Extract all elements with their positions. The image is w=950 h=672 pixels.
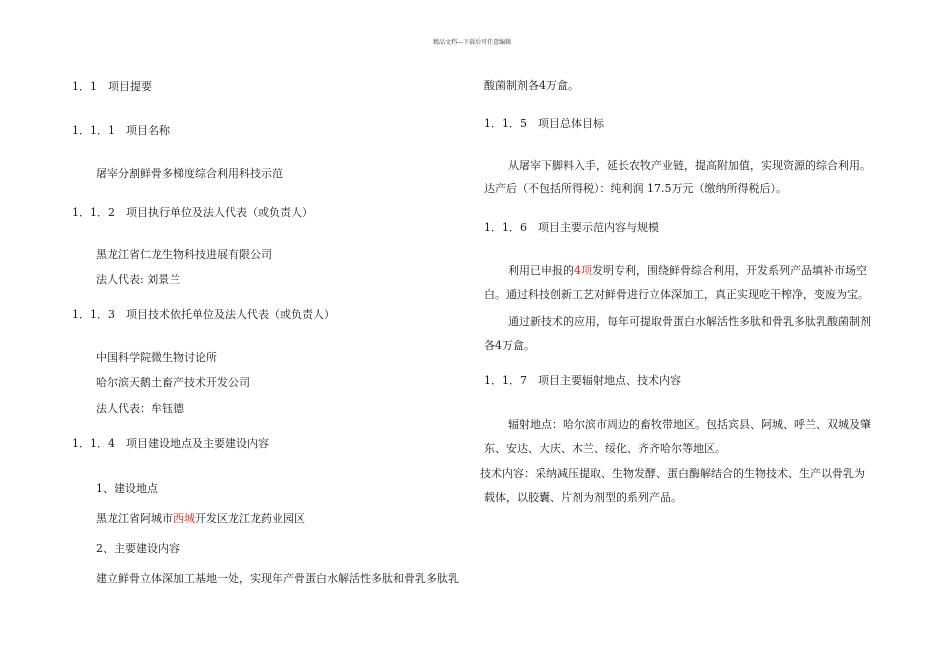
- tech-content-line-2: 载体，以胶囊、片剂为剂型的系列产品。: [484, 491, 682, 504]
- demo-line-1: [508, 264, 867, 278]
- site-pre: 黑龙江省阿城市: [96, 512, 173, 525]
- goal-line-2: 达产后（不包括所得税）：纯利润 17.5万元（缴纳所得税后）。: [484, 182, 787, 195]
- content-label: 2、主要建设内容: [96, 542, 180, 555]
- heading-1-1: 1．1 项目提要: [72, 80, 152, 93]
- site-label: 1、建设地点: [96, 482, 158, 495]
- demo-line-3: 通过新技术的应用，每年可提取骨蛋白水解活性多肽和骨乳多肽乳酸菌制剂: [508, 315, 871, 328]
- heading-1-1-4: 1．1．4 项目建设地点及主要建设内容: [72, 437, 269, 450]
- site-highlight: 西城: [173, 512, 195, 525]
- heading-1-1-5: 1．1．5 项目总体目标: [484, 117, 604, 130]
- goal-line-1: 从屠宰下脚料入手，延长农牧产业链，提高附加值，实现资源的综合利用。: [508, 159, 871, 172]
- tech-unit-1: 中国科学院微生物讨论所: [96, 351, 217, 364]
- demo-highlight: 4项: [574, 264, 592, 277]
- page-header: 精品文档---下载后可任意编辑: [433, 39, 512, 46]
- heading-1-1-2: 1．1．2 项目执行单位及法人代表（或负责人）: [72, 206, 313, 219]
- demo-line-4: 各4万盒。: [484, 339, 535, 352]
- content-line: 建立鲜骨立体深加工基地一处，实现年产骨蛋白水解活性多肽和骨乳多肽乳: [96, 572, 459, 585]
- project-name: 屠宰分割鲜骨多梯度综合利用科技示范: [96, 167, 283, 180]
- heading-1-1-1: 1．1．1 项目名称: [72, 124, 170, 137]
- exec-rep: 法人代表: 刘景兰: [96, 273, 181, 286]
- heading-1-1-3: 1．1．3 项目技术依托单位及法人代表（或负责人）: [72, 308, 335, 321]
- heading-1-1-7: 1．1．7 项目主要辐射地点、技术内容: [484, 374, 681, 387]
- demo-pre: 利用已申报的: [508, 264, 574, 277]
- radiation-line-2: 东、安达、大庆、木兰、绥化、齐齐哈尔等地区。: [484, 442, 726, 455]
- tech-unit-2: 哈尔滨天鹅土畜产技术开发公司: [96, 376, 250, 389]
- radiation-line-1: 辐射地点：哈尔滨市周边的畜牧带地区。包括宾县、阿城、呼兰、双城及肇: [508, 418, 871, 431]
- heading-1-1-6: 1．1．6 项目主要示范内容与规模: [484, 221, 659, 234]
- tech-rep: 法人代表：牟钰德: [96, 402, 184, 415]
- demo-line-2: 白。通过科技创新工艺对鲜骨进行立体深加工，真正实现吃干榨净，变废为宝。: [484, 288, 869, 301]
- demo-post: 发明专利，围绕鲜骨综合利用，开发系列产品填补市场空: [592, 264, 867, 277]
- exec-unit: 黑龙江省仁龙生物科技进展有限公司: [96, 248, 272, 261]
- content-continued: 酸菌制剂各4万盒。: [484, 79, 579, 92]
- site-post: 开发区龙江龙药业园区: [195, 512, 305, 525]
- tech-content-line-1: 技术内容：采纳减压提取、生物发酵、蛋白酶解结合的生物技术、生产以骨乳为: [480, 467, 865, 480]
